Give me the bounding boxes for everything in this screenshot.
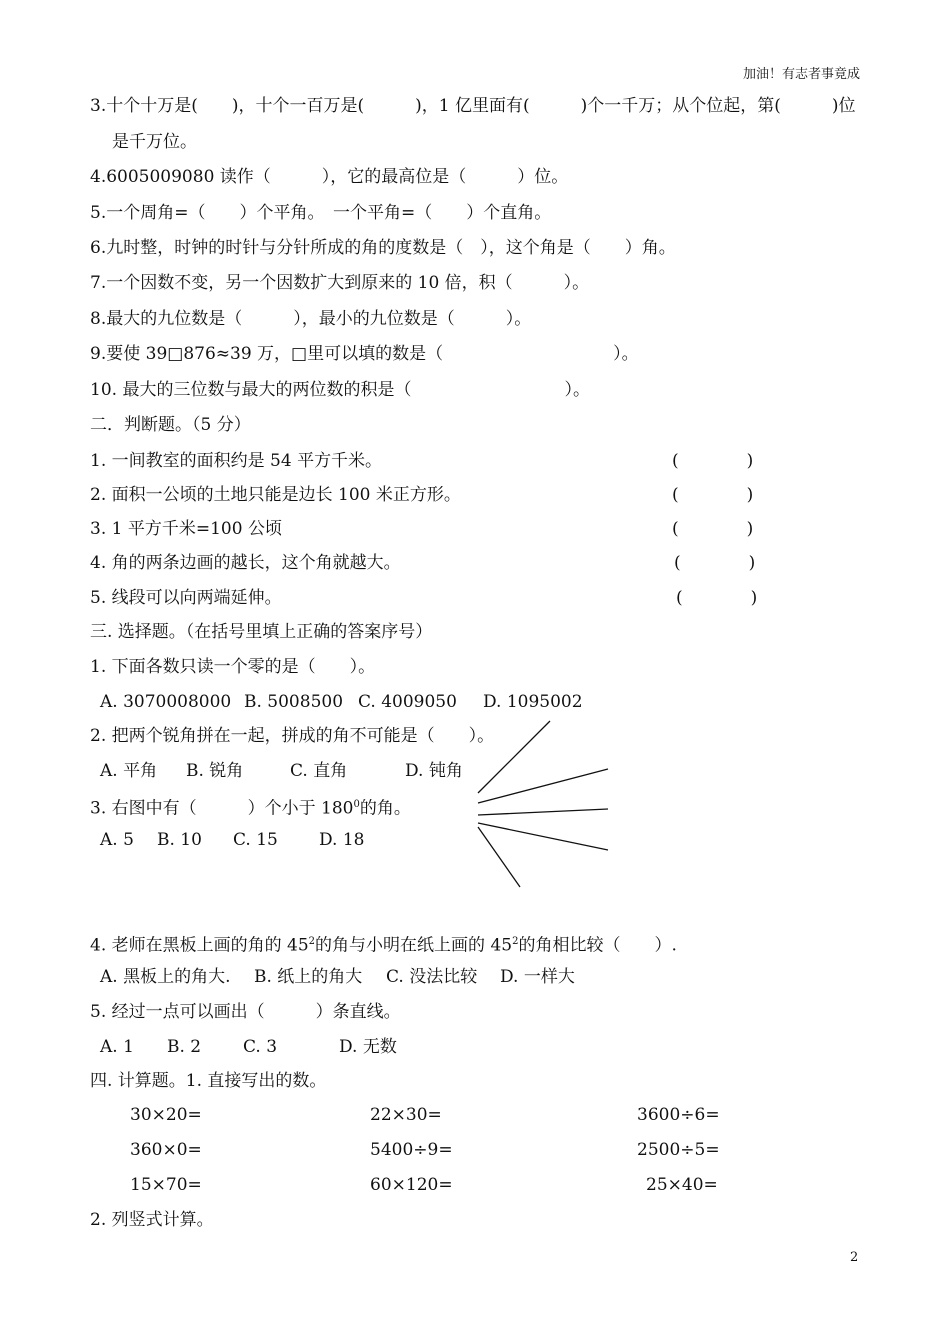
judge-answer-paren-5[interactable]: ( ) (676, 588, 758, 608)
choice-q1-option-a: A. 3070008000 (100, 692, 232, 712)
calc-r2-c2: 5400÷9= (370, 1140, 453, 1160)
calc-r3-c1: 15×70= (130, 1175, 202, 1195)
choice-q3-option-b: B. 10 (157, 830, 202, 850)
choice-q4-option-c: C. 没法比较 (386, 967, 478, 987)
calc-r2-c1: 360×0= (130, 1140, 202, 1160)
judge-item-1: 1. 一间教室的面积约是 54 平方千米。 (90, 451, 383, 471)
calc-q2: 2. 列竖式计算。 (90, 1210, 214, 1230)
choice-q4-option-d: D. 一样大 (500, 967, 575, 987)
choice-q4: 4. 老师在黑板上画的角的 $45^2$的角与小明在纸上画的 $45^2$的角相比较（ ）. (90, 935, 677, 956)
calc-r3-c2: 60×120= (370, 1175, 453, 1195)
judge-answer-paren-1[interactable]: ( ) (672, 451, 754, 471)
judge-item-2: 2. 面积一公顷的土地只能是边长 100 米正方形。 (90, 485, 461, 505)
fill-q6: 6.九时整，时钟的时针与分针所成的角的度数是（ ），这个角是（ ）角。 (90, 238, 676, 258)
judge-answer-paren-2[interactable]: ( ) (672, 485, 754, 505)
ray-3 (478, 809, 608, 815)
calc-r2-c3: 2500÷5= (637, 1140, 720, 1160)
calc-r3-c3: 25×40= (646, 1175, 718, 1195)
page-header-motto: 加油！有志者事竟成 (742, 67, 860, 82)
choice-q4-option-b: B. 纸上的角大 (254, 967, 363, 987)
judge-item-3: 3. 1 平方千米=100 公顷 (90, 519, 282, 539)
choice-q4-option-a: A. 黑板上的角大. (100, 967, 231, 987)
choice-q5-option-c: C. 3 (243, 1037, 278, 1057)
choice-section-title: 三. 选择题。（在括号里填上正确的答案序号） (90, 622, 433, 642)
choice-q5-option-d: D. 无数 (339, 1037, 397, 1057)
choice-q2: 2. 把两个锐角拼在一起，拼成的角不可能是（ ）。 (90, 726, 495, 746)
fill-q3-line2: 是千万位。 (112, 132, 197, 152)
fill-q10: 10. 最大的三位数与最大的两位数的积是（ ）。 (90, 380, 590, 400)
calc-r1-c1: 30×20= (130, 1105, 202, 1125)
degree-superscript: 0 (353, 799, 360, 810)
fill-q7: 7.一个因数不变，另一个因数扩大到原来的 10 倍，积（ ）。 (90, 273, 590, 293)
fill-q4: 4.6005009080 读作（ ），它的最高位是（ ）位。 (90, 167, 569, 187)
choice-q1-option-d: D. 1095002 (483, 692, 583, 712)
choice-q1-option-c: C. 4009050 (358, 692, 457, 712)
judge-item-5: 5. 线段可以向两端延伸。 (90, 588, 282, 608)
calc-section-title: 四. 计算题。1. 直接写出的数。 (90, 1071, 327, 1091)
choice-q5-option-b: B. 2 (167, 1037, 202, 1057)
choice-q3-option-d: D. 18 (319, 830, 365, 850)
choice-q3: 3. 右图中有（ ）个小于 $180^0$的角。 (90, 798, 411, 819)
judge-answer-paren-4[interactable]: ( ) (674, 553, 756, 573)
page-number: 2 (850, 1250, 859, 1265)
choice-q1-option-b: B. 5008500 (244, 692, 344, 712)
ray-4 (478, 823, 608, 850)
choice-q2-option-d: D. 钝角 (405, 761, 463, 781)
angle-fan-diagram (470, 715, 620, 895)
choice-q2-option-b: B. 锐角 (186, 761, 244, 781)
choice-q2-option-c: C. 直角 (290, 761, 348, 781)
fill-q5: 5.一个周角=（ ）个平角。 一个平角=（ ）个直角。 (90, 203, 552, 223)
fill-q9: 9.要使 39□876≈39 万，□里可以填的数是（ ）。 (90, 344, 639, 364)
choice-q2-option-a: A. 平角 (100, 761, 158, 781)
fill-q3-line1: 3.十个十万是( )，十个一百万是( )，1 亿里面有( )个一千万；从个位起，第( )位 (90, 96, 856, 116)
choice-q5: 5. 经过一点可以画出（ ）条直线。 (90, 1002, 401, 1022)
ray-5 (478, 827, 520, 887)
judge-answer-paren-3[interactable]: ( ) (672, 519, 754, 539)
choice-q5-option-a: A. 1 (100, 1037, 134, 1057)
choice-q1: 1. 下面各数只读一个零的是（ ）。 (90, 657, 376, 677)
fill-q8: 8.最大的九位数是（ ），最小的九位数是（ ）。 (90, 309, 532, 329)
choice-q3-option-a: A. 5 (100, 830, 134, 850)
calc-r1-c2: 22×30= (370, 1105, 442, 1125)
superscript-2b: 2 (512, 936, 519, 947)
choice-q3-option-c: C. 15 (233, 830, 278, 850)
superscript-2a: 2 (308, 936, 316, 947)
ray-1 (478, 721, 550, 793)
judge-section-title: 二．判断题。（5 分） (90, 415, 251, 435)
judge-item-4: 4. 角的两条边画的越长，这个角就越大。 (90, 553, 401, 573)
calc-r1-c3: 3600÷6= (637, 1105, 720, 1125)
